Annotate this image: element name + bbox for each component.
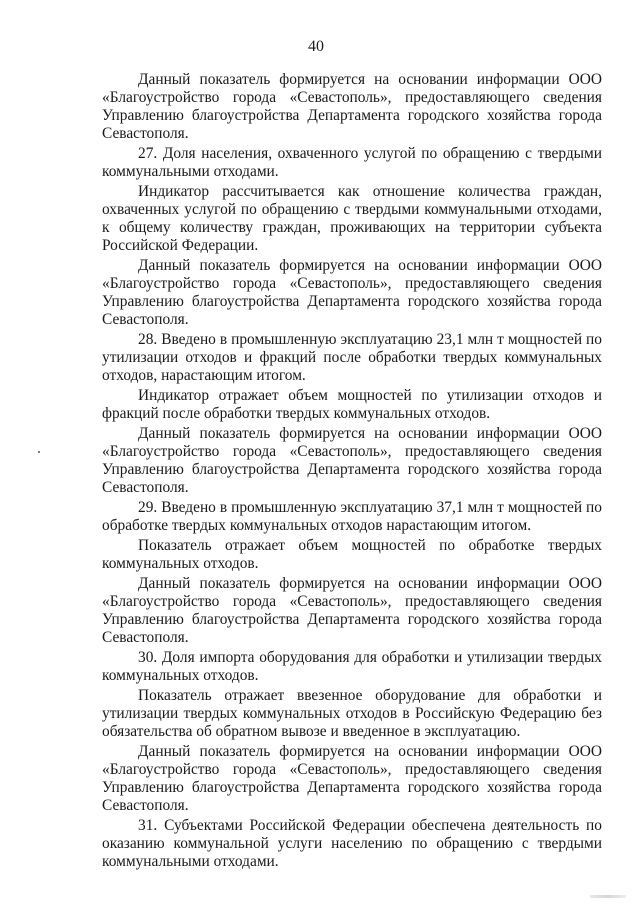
- paragraph-indicator-28: Индикатор отражает объем мощностей по утилизации отходов и фракций после обработки твердых коммунальных отходов.: [102, 386, 602, 422]
- scan-edge-artifact: [590, 895, 626, 898]
- paragraph-item-27: 27. Доля населения, охваченного услугой по обращению с твердыми коммунальными отходами.: [102, 144, 602, 180]
- paragraph-item-31: 31. Субъектами Российской Федерации обеспечена деятельность по оказанию коммунальной услуги населению по обращению с твердыми коммунальными отходами.: [102, 817, 602, 870]
- page-number: 40: [308, 38, 324, 55]
- paragraph-data-source-1: Данный показатель формируется на основании информации ООО «Благоустройство города «Севастополь», предоставляющего сведения Управлению благоустройства Департамента городского хозяйства города Севастополя.: [102, 71, 602, 142]
- document-body: [102, 71, 602, 871]
- paragraph-indicator-27: Индикатор рассчитывается как отношение количества граждан, охваченных услугой по обращению с твердыми коммунальными отходами, к общему количеству граждан, проживающих на территории субъекта Российской Федерации.: [102, 183, 602, 254]
- paragraph-data-source-5: Данный показатель формируется на основании информации ООО «Благоустройство города «Севастополь», предоставляющего сведения Управлению благоустройства Департамента городского хозяйства города Севастополя.: [102, 743, 602, 814]
- paragraph-indicator-30: Показатель отражает ввезенное оборудование для обработки и утилизации твердых коммунальных отходов в Российскую Федерацию без обязательства об обратном вывозе и введенное в эксплуатацию.: [102, 687, 602, 740]
- paragraph-item-30: 30. Доля импорта оборудования для обработки и утилизации твердых коммунальных отходов.: [102, 649, 602, 684]
- paragraph-item-28: 28. Введено в промышленную эксплуатацию 23,1 млн т мощностей по утилизации отходов и фракций после обработки твердых коммунальных отходов, нарастающим итогом.: [102, 330, 602, 384]
- paragraph-data-source-2: Данный показатель формируется на основании информации ООО «Благоустройство города «Севастополь», предоставляющего сведения Управлению благоустройства Департамента городского хозяйства города Севастополя.: [102, 256, 602, 328]
- paragraph-item-29: 29. Введено в промышленную эксплуатацию 37,1 млн т мощностей по обработке твердых коммунальных отходов нарастающим итогом.: [102, 498, 602, 534]
- paragraph-data-source-3: Данный показатель формируется на основании информации ООО «Благоустройство города «Севастополь», предоставляющего сведения Управлению благоустройства Департамента городского хозяйства города Севастополя.: [102, 425, 602, 496]
- paragraph-data-source-4: Данный показатель формируется на основании информации ООО «Благоустройство города «Севастополь», предоставляющего сведения Управлению благоустройства Департамента городского хозяйства города Севастополя.: [102, 575, 602, 646]
- paragraph-indicator-29: Показатель отражает объем мощностей по обработке твердых коммунальных отходов.: [102, 537, 602, 572]
- scan-margin-mark: [38, 451, 40, 453]
